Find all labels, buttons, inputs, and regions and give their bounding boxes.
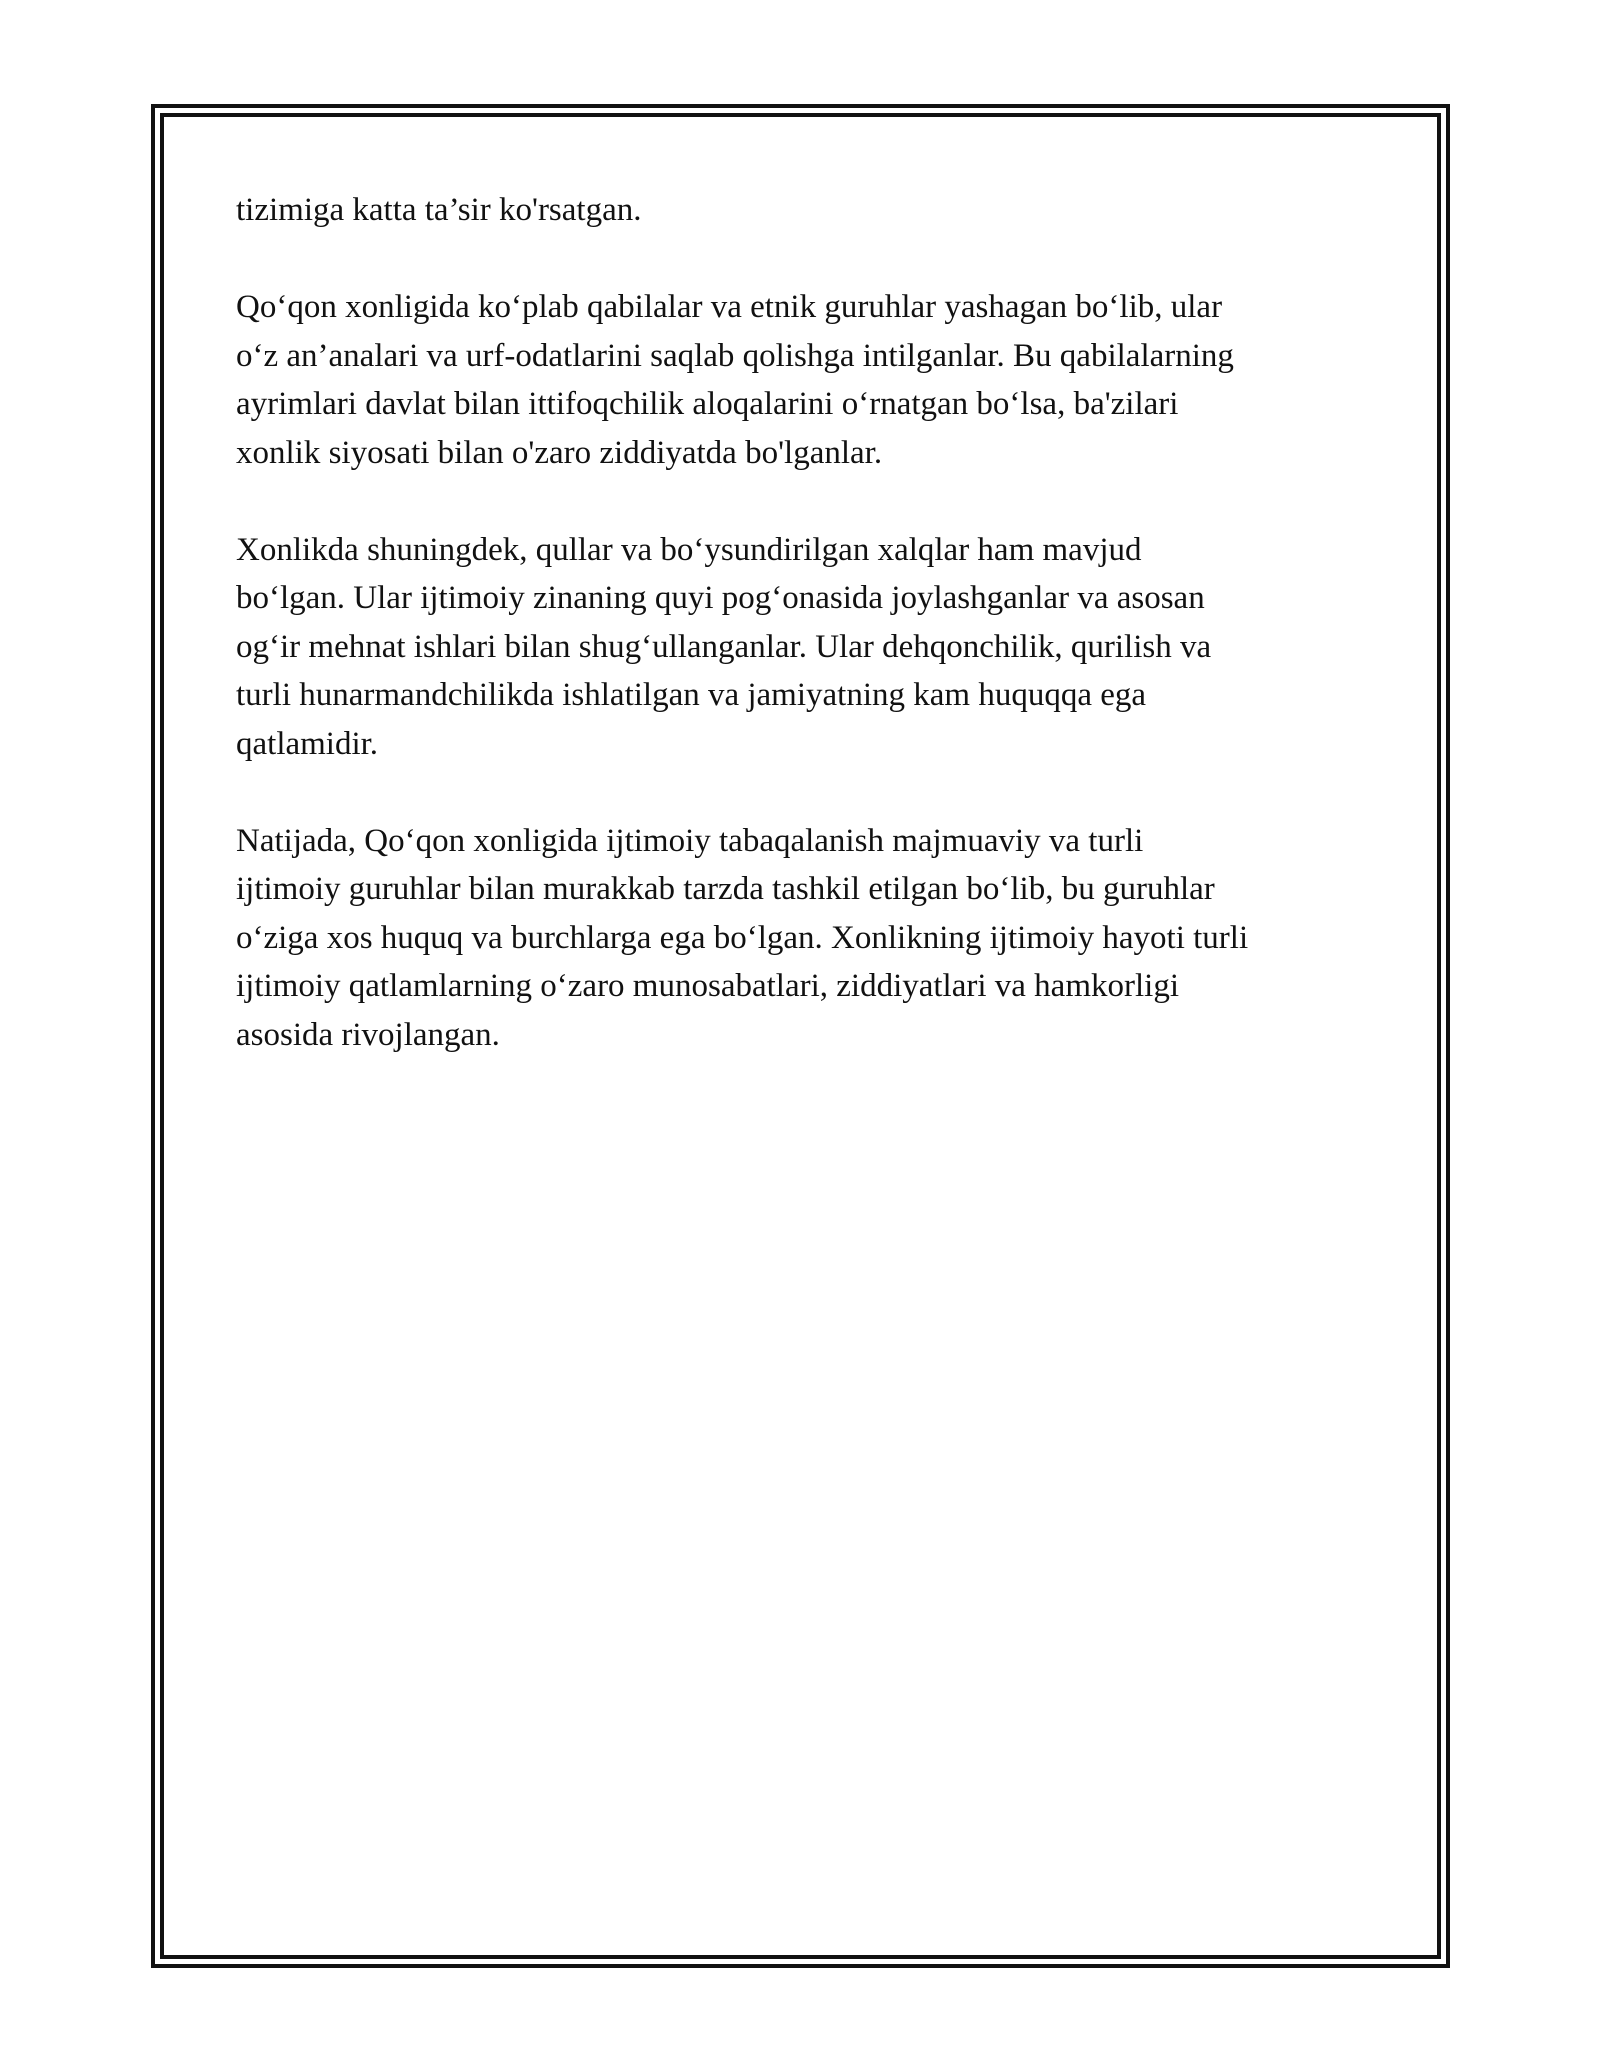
text-line: Natijada, Qo‘qon xonligida ijtimoiy tabaqalanish majmuaviy va turli xyxy=(236,822,1144,859)
paragraph-4 xyxy=(236,817,1386,1060)
text-line: asosida rivojlangan. xyxy=(236,1016,500,1053)
text-line: Qo‘qon xonligida ko‘plab qabilalar va etnik guruhlar yashagan bo‘lib, ular xyxy=(236,289,1223,325)
paragraph-2 xyxy=(236,283,1386,477)
text-line: Xonlikda shuningdek, qullar va bo‘ysundirilgan xalqlar ham mavjud xyxy=(236,531,1142,568)
text-line: o‘z an’analari va urf-odatlarini saqlab qolishga intilganlar. Bu qabilalarning xyxy=(236,337,1234,374)
text-line: turli hunarmandchilikda ishlatilgan va jamiyatning kam huquqqa ega xyxy=(236,677,1147,713)
text-line: qatlamidir. xyxy=(236,725,379,762)
paragraph-3 xyxy=(236,526,1386,769)
text-line: xonlik siyosati bilan o'zaro ziddiyatda bo'lganlar. xyxy=(236,434,883,471)
text-line: bo‘lgan. Ular ijtimoiy zinaning quyi pog‘onasida joylashganlar va asosan xyxy=(236,580,1205,616)
text-line: ijtimoiy qatlamlarning o‘zaro munosabatlari, ziddiyatlari va hamkorligi xyxy=(236,968,1179,1004)
text-line: ayrimlari davlat bilan ittifoqchilik aloqalarini o‘rnatgan bo‘lsa, ba'zilari xyxy=(236,386,1179,422)
text-line: o‘ziga xos huquq va burchlarga ega bo‘lgan. Xonlikning ijtimoiy hayoti turli xyxy=(236,919,1249,956)
document-body xyxy=(236,186,1386,1108)
text-line: ijtimoiy guruhlar bilan murakkab tarzda tashkil etilgan bo‘lib, bu guruhlar xyxy=(236,871,1215,907)
text-line: og‘ir mehnat ishlari bilan shug‘ullanganlar. Ular dehqonchilik, qurilish va xyxy=(236,628,1212,665)
text-line: tizimiga katta ta’sir ko'rsatgan. xyxy=(236,192,642,228)
paragraph-1 xyxy=(236,186,1386,235)
